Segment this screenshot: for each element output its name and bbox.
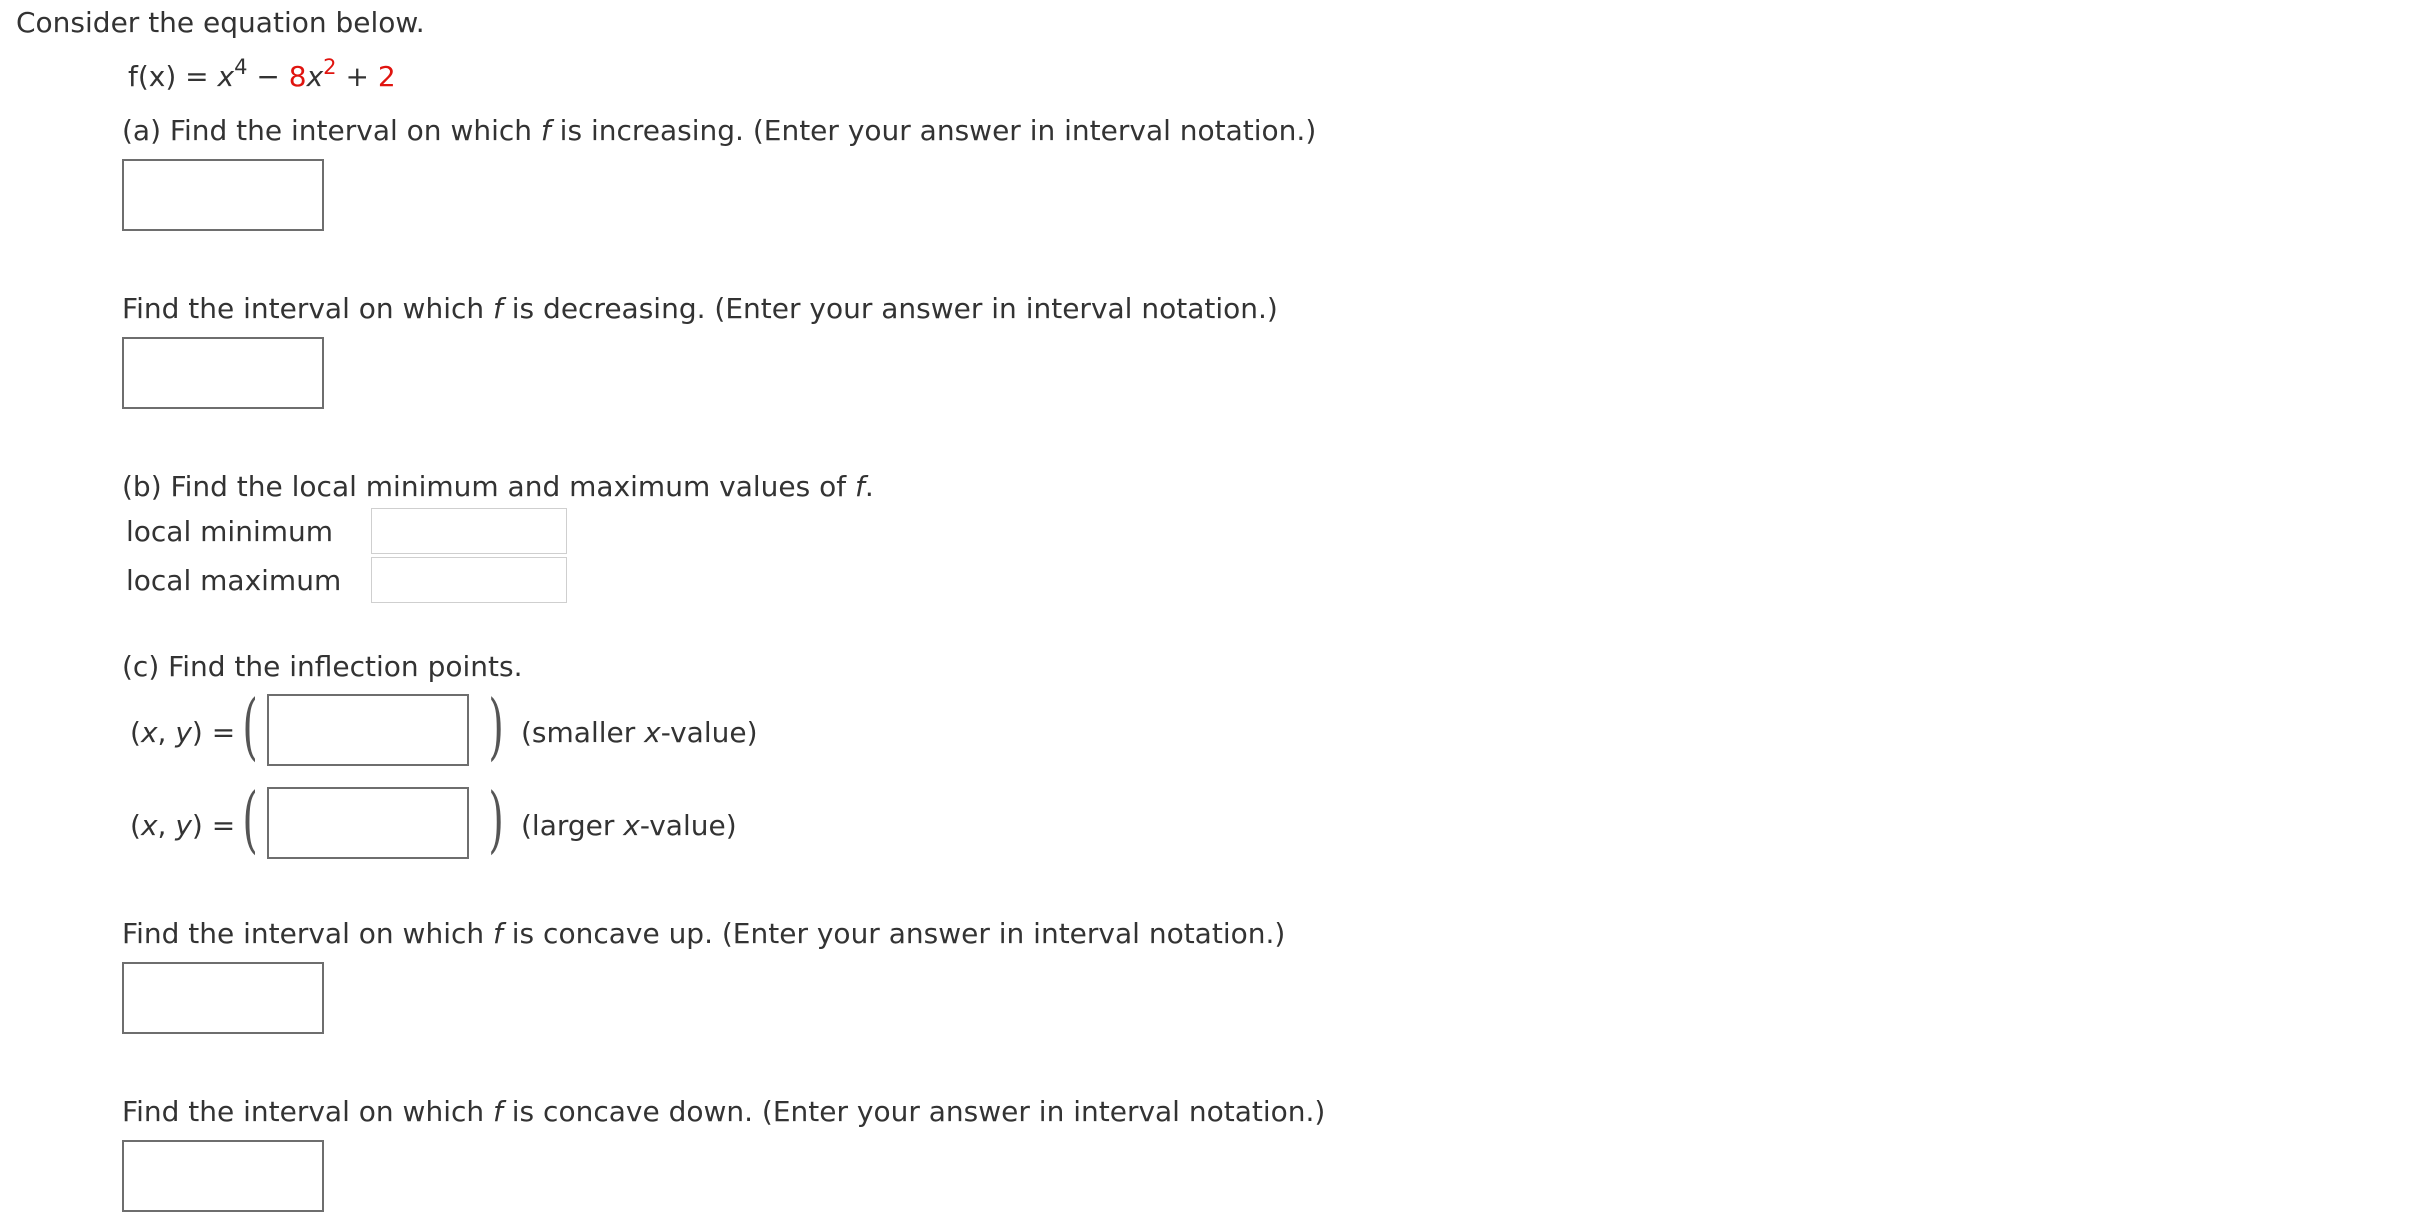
larger-label-post: -value) — [639, 809, 737, 842]
question-decreasing-pre: Find the interval on which — [122, 292, 494, 325]
function-symbol: f — [854, 470, 865, 503]
open-paren-larger: ( — [242, 777, 258, 861]
smaller-x-value-label — [521, 716, 758, 749]
equation-lhs: f(x) = — [128, 60, 218, 93]
equation-minus: − — [247, 60, 289, 93]
intro-text: Consider the equation below. — [16, 6, 425, 39]
smaller-label-post: -value) — [660, 716, 758, 749]
open-paren-smaller: ( — [242, 684, 258, 768]
function-symbol: f — [493, 292, 503, 325]
local-maximum-label: local maximum — [126, 564, 342, 597]
question-increasing — [122, 114, 1316, 147]
question-concave-down-pre: Find the interval on which — [122, 1095, 494, 1128]
equation-plus: + — [336, 60, 378, 93]
function-symbol: f — [493, 1095, 503, 1128]
point-label-smaller: (x, y) = — [130, 716, 236, 749]
larger-label-pre: (larger — [521, 809, 624, 842]
close-paren-larger: ) — [488, 777, 504, 861]
function-symbol: f — [493, 917, 503, 950]
function-symbol: f — [540, 114, 551, 147]
equation-constant: 2 — [377, 60, 396, 93]
x-variable: x — [623, 809, 640, 842]
local-minimum-label: local minimum — [126, 515, 334, 548]
question-concave-up — [122, 917, 1285, 950]
larger-x-value-label — [521, 809, 737, 842]
question-concave-up-pre: Find the interval on which — [122, 917, 494, 950]
question-increasing-post: is increasing. (Enter your answer in interval notation.) — [550, 114, 1317, 147]
point-label-larger: (x, y) = — [130, 809, 236, 842]
equation-x: x — [217, 60, 235, 93]
inflection-point-smaller-input[interactable] — [267, 694, 469, 766]
concave-up-interval-input[interactable] — [122, 962, 324, 1034]
equation-exponent-2: 2 — [323, 55, 337, 79]
question-concave-down — [122, 1095, 1325, 1128]
question-decreasing — [122, 292, 1278, 325]
question-local-extrema-text: (b) Find the local minimum and maximum values of — [122, 470, 855, 503]
local-maximum-input[interactable] — [371, 557, 567, 603]
equation-x-squared: x — [306, 60, 324, 93]
question-local-extrema — [122, 470, 874, 503]
decreasing-interval-input[interactable] — [122, 337, 324, 409]
smaller-label-pre: (smaller — [521, 716, 645, 749]
equation-exponent-4: 4 — [234, 55, 248, 79]
increasing-interval-input[interactable] — [122, 159, 324, 231]
question-period: . — [864, 470, 874, 503]
question-increasing-pre: (a) Find the interval on which — [122, 114, 541, 147]
question-concave-down-post: is concave down. (Enter your answer in interval notation.) — [502, 1095, 1326, 1128]
close-paren-smaller: ) — [488, 684, 504, 768]
x-variable: x — [644, 716, 661, 749]
question-decreasing-post: is decreasing. (Enter your answer in interval notation.) — [502, 292, 1278, 325]
question-concave-up-post: is concave up. (Enter your answer in interval notation.) — [502, 917, 1286, 950]
concave-down-interval-input[interactable] — [122, 1140, 324, 1212]
local-minimum-input[interactable] — [371, 508, 567, 554]
equation-coefficient: 8 — [288, 60, 307, 93]
equation — [128, 55, 396, 93]
question-inflection-points: (c) Find the inflection points. — [122, 650, 523, 683]
inflection-point-larger-input[interactable] — [267, 787, 469, 859]
